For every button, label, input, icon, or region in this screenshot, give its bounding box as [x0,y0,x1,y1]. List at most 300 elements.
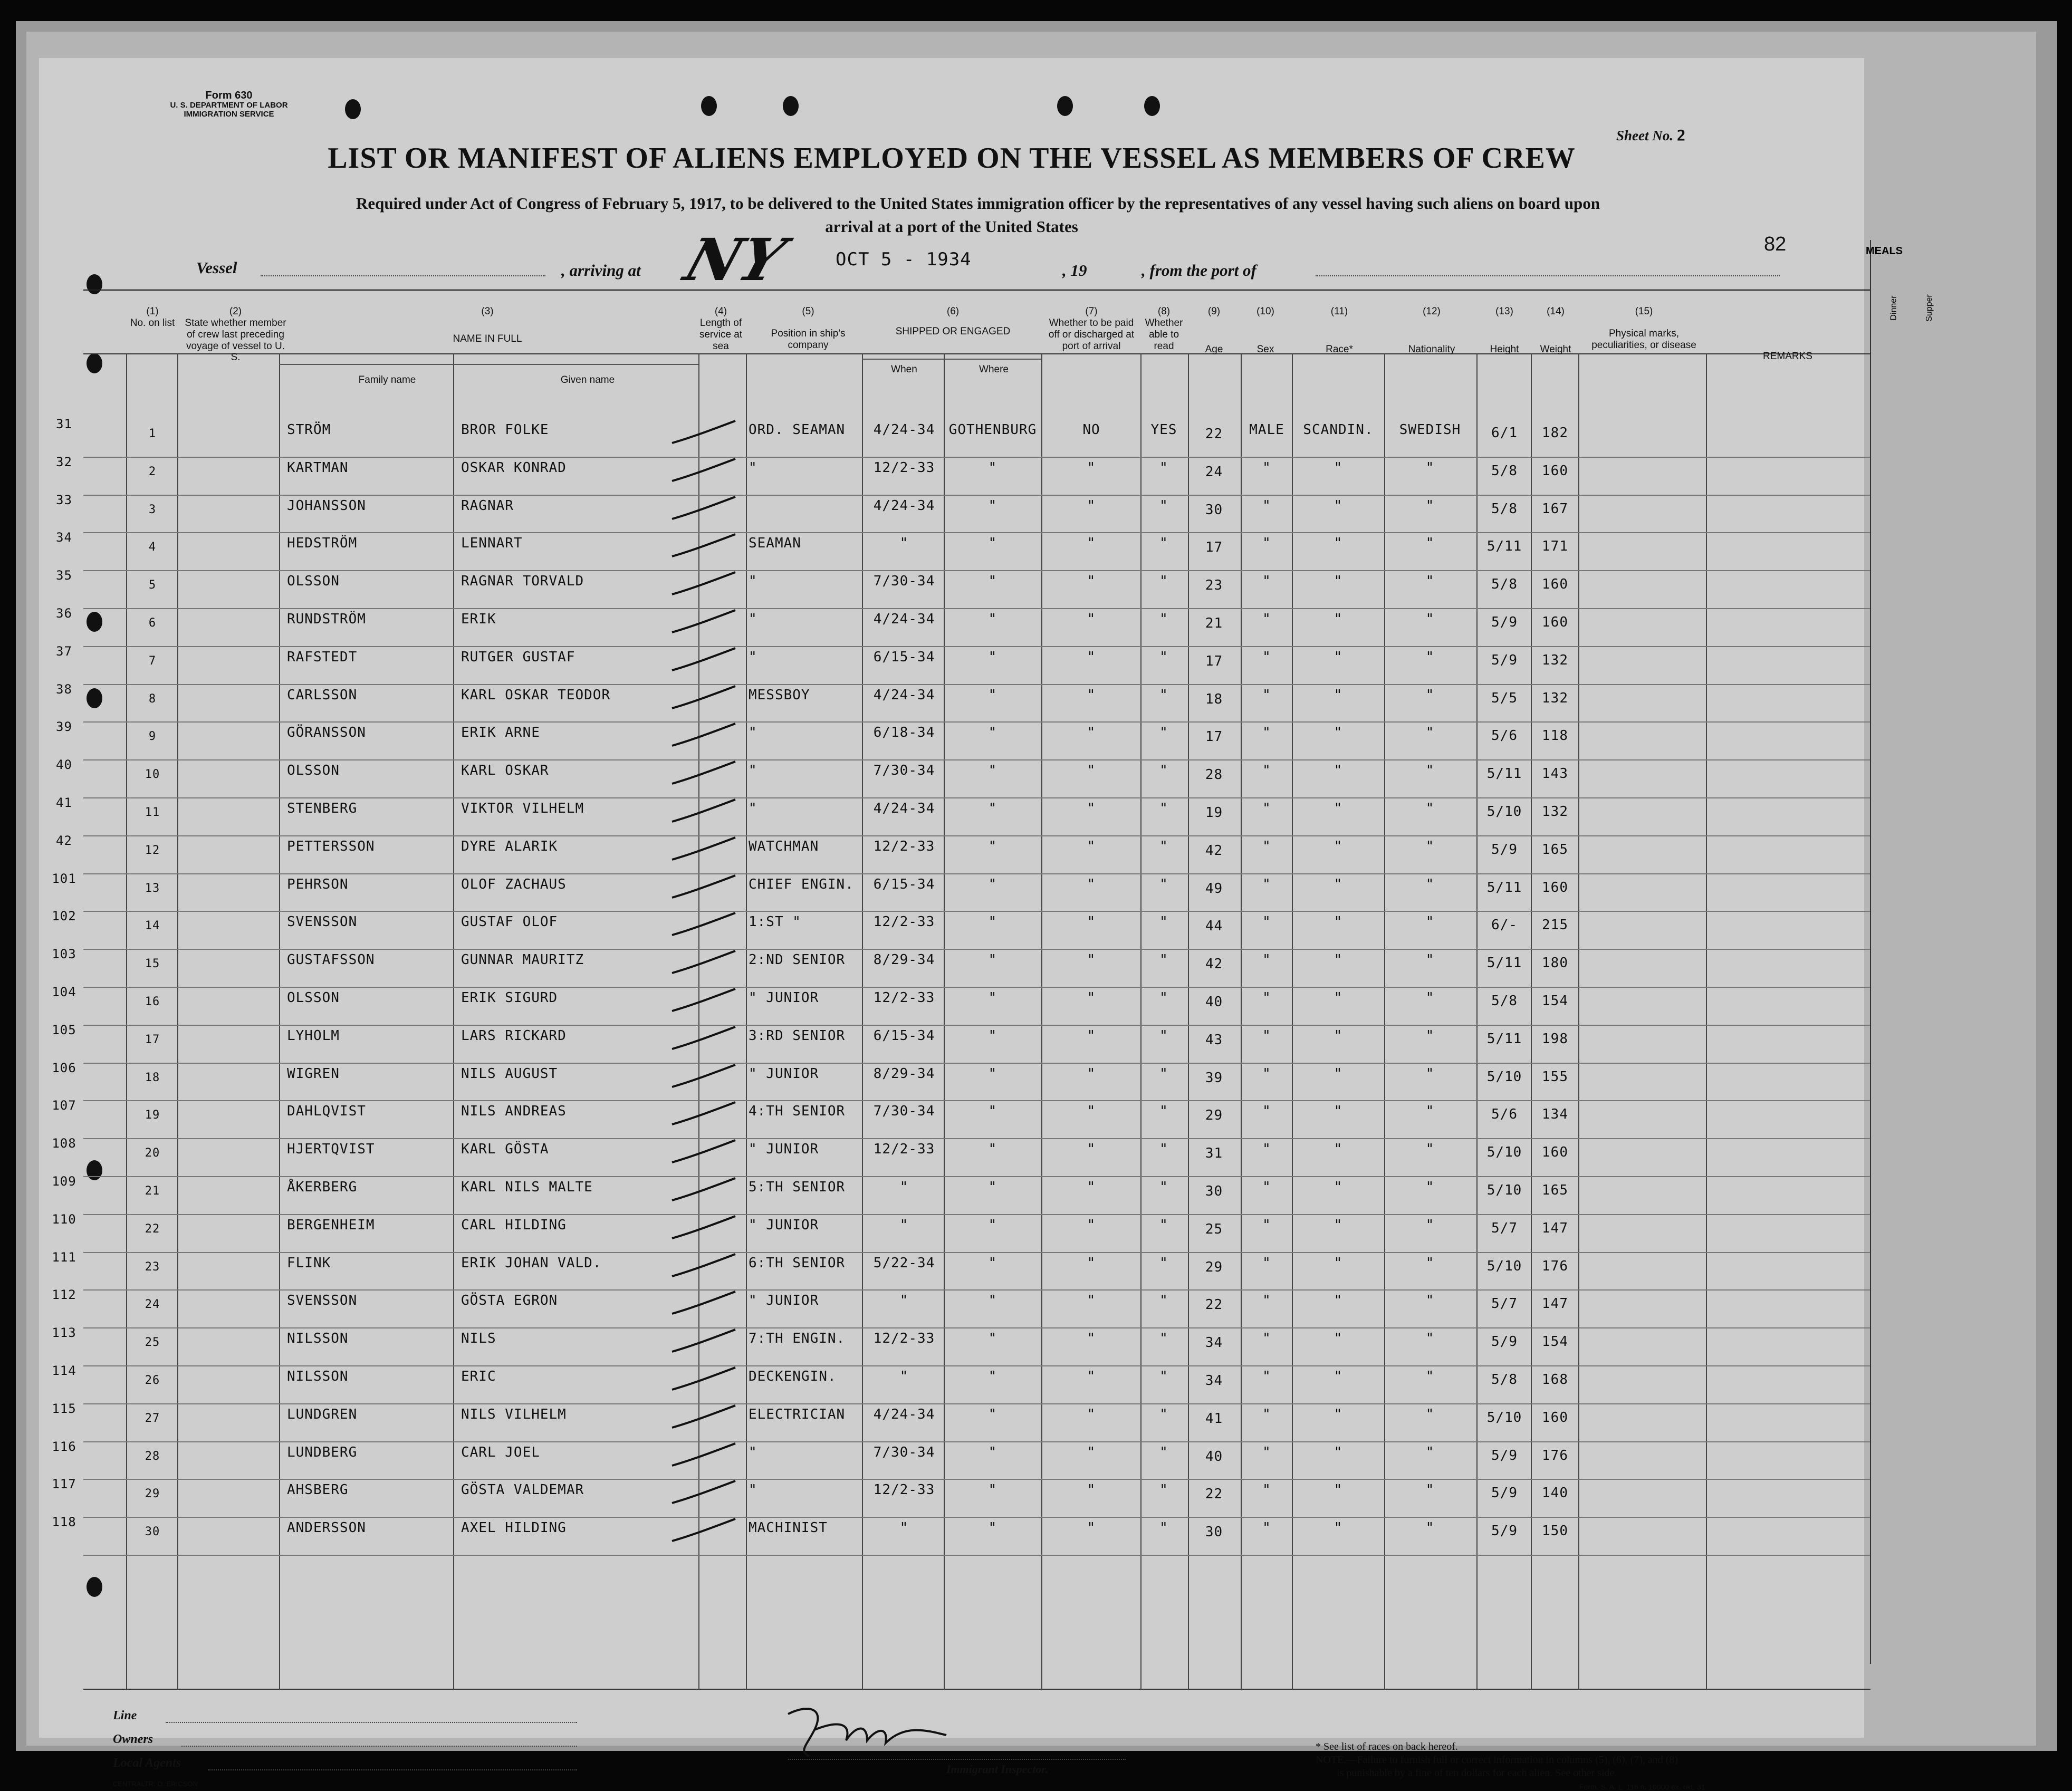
cell-weight: 160 [1542,1144,1568,1161]
service-length-stroke [669,1061,738,1092]
ditto-mark: " [1262,649,1271,665]
cell-height: 5/10 [1486,1409,1522,1426]
ditto-mark: " [1159,687,1168,703]
cell-family: WIGREN [287,1065,340,1082]
cell-position: " JUNIOR [749,990,819,1006]
cell-weight: 160 [1542,614,1568,630]
cell-family: ÅKERBERG [287,1179,358,1195]
service-length-stroke-path [672,1443,735,1466]
cell-position: " [749,1444,757,1460]
subtitle-line1: Required under Act of Congress of February 5, 1917, to be delivered to the United States immigration officer by the representatives of any vessel having such aliens on board upon [356,194,1600,213]
ditto-mark: " [1262,1065,1271,1082]
service-length-stroke [669,1136,738,1168]
ditto-mark: " [1159,1406,1168,1422]
punch-hole [1057,96,1073,116]
cell-family: CARLSSON [287,687,358,703]
cell-weight: 198 [1542,1031,1568,1047]
ditto-mark: " [1087,725,1096,741]
ditto-mark: " [1425,1179,1435,1195]
cell-family: RAFSTEDT [287,649,358,665]
cell-no: 9 [148,730,157,744]
service-length-stroke-path [672,1178,735,1200]
ditto-mark: " [1087,1141,1096,1158]
cell-given: GÖSTA VALDEMAR [461,1482,584,1498]
cell-given: ERIK JOHAN VALD. [461,1255,602,1271]
service-length-stroke [669,947,738,978]
cell-ref: 102 [52,909,76,924]
ditto-mark: " [1262,1369,1271,1384]
cell-height: 5/9 [1491,1334,1518,1350]
ditto-mark: " [1087,1293,1096,1309]
cell-when: 4/24-34 [873,687,935,703]
ditto-mark: " [1334,1293,1343,1309]
agents-field [208,1769,577,1770]
cell-given: OLOF ZACHAUS [461,876,567,892]
ditto-mark: " [988,1103,997,1120]
cell-position: " JUNIOR [749,1065,819,1082]
cell-weight: 176 [1542,1447,1568,1463]
from-port-label: , from the port of [1141,261,1256,280]
ditto-mark: " [1087,1179,1096,1195]
cell-position: DECKENGIN. [749,1369,837,1384]
ditto-mark: " [988,497,997,514]
cell-height: 5/8 [1491,576,1518,593]
name-subheader-rule [279,364,698,365]
row-rule [83,646,1870,647]
ditto-mark: " [1425,1444,1435,1460]
cell-age: 49 [1205,880,1223,897]
ditto-mark: " [988,763,997,779]
ditto-mark: " [1262,1444,1271,1460]
inspector-signature [778,1698,957,1761]
cell-age: 30 [1205,1183,1223,1199]
service-length-stroke [669,795,738,827]
cell-family: OLSSON [287,763,340,779]
cell-age: 39 [1205,1070,1223,1086]
cell-when: 4/24-34 [873,1406,935,1422]
cell-age: 40 [1205,994,1223,1010]
ditto-mark: " [1262,838,1271,854]
ditto-mark: " [1334,1444,1343,1460]
ditto-mark: " [1087,687,1096,703]
service-length-stroke-path [672,1519,735,1541]
row-rule [83,608,1870,609]
cell-position: " [749,649,757,665]
column-rule [126,353,127,1690]
cell-ref: 33 [56,492,72,507]
cell-height: 5/8 [1491,1372,1518,1388]
service-length-stroke-path [672,951,735,973]
cell-race: SCANDIN. [1303,422,1374,438]
cell-height: 5/10 [1486,804,1522,820]
cell-family: FLINK [287,1255,331,1271]
cell-when: 6/15-34 [873,1027,935,1044]
ditto-mark: " [1159,1255,1168,1271]
cell-age: 19 [1205,805,1223,821]
ditto-mark: " [1334,497,1343,514]
family-name-header: Family name [358,374,416,386]
punch-hole [87,1577,102,1597]
cell-when: 4/24-34 [873,497,935,514]
ditto-mark: " [988,801,997,816]
cell-ref: 104 [52,985,76,999]
ditto-mark: " [1159,535,1168,552]
cell-height: 5/7 [1491,1296,1518,1312]
cell-weight: 150 [1542,1523,1568,1539]
row-rule [83,721,1870,723]
punch-hole [87,274,102,294]
cell-age: 21 [1205,615,1223,631]
ditto-mark: " [1425,952,1435,968]
service-length-stroke-path [672,800,735,822]
cell-height: 5/9 [1491,652,1518,668]
ditto-mark: " [1334,1482,1343,1498]
ditto-mark: " [1425,914,1435,930]
ditto-mark: " [1159,1482,1168,1498]
cell-no: 4 [148,541,157,554]
cell-no: 16 [145,995,160,1008]
cell-no: 5 [148,579,157,592]
line-label: Line [113,1709,137,1722]
punch-hole [1144,96,1160,116]
cell-position: " [749,725,757,741]
cell-no: 15 [145,957,160,971]
ditto-mark: " [1425,459,1435,476]
col7-header: (7) Whether to be paid off or discharged at port of arrival [1048,306,1135,352]
col5-header: (5) Position in ship's company [771,306,846,351]
ditto-mark: " [1425,763,1435,779]
line-field [166,1722,577,1723]
cell-family: GUSTAFSSON [287,952,375,968]
cell-family: LYHOLM [287,1027,340,1044]
cell-when: 12/2-33 [873,1482,935,1498]
cell-family: STENBERG [287,801,358,816]
cell-position: 2:ND SENIOR [749,952,846,968]
service-length-stroke-path [672,762,735,784]
footer-notes [1316,1740,1678,1780]
meals-label: MEALS [1866,245,1903,257]
cell-no: 21 [145,1185,160,1198]
ditto-mark: " [1334,611,1343,627]
cell-nationality: SWEDISH [1399,422,1461,438]
cell-given: AXEL HILDING [461,1520,567,1536]
cell-height: 5/9 [1491,614,1518,630]
ditto-mark: " [1262,573,1271,590]
cell-no: 2 [148,465,157,478]
cell-age: 29 [1205,1108,1223,1124]
service-length-stroke-path [672,1368,735,1390]
ditto-mark: " [1334,1065,1343,1082]
punch-hole [87,353,102,373]
cell-no: 11 [145,806,160,819]
cell-given: BROR FOLKE [461,422,549,438]
cell-ref: 117 [52,1477,76,1492]
ditto-mark: " [1159,952,1168,968]
cell-age: 43 [1205,1032,1223,1048]
cell-age: 30 [1205,502,1223,518]
ditto-mark: " [1334,876,1343,892]
ditto-mark: " [1262,497,1271,514]
cell-given: RUTGER GUSTAF [461,649,575,665]
cell-weight: 134 [1542,1106,1568,1123]
cell-weight: 215 [1542,917,1568,933]
ditto-mark: " [1425,1217,1435,1233]
cell-position: " [749,573,757,590]
cell-weight: 160 [1542,1409,1568,1426]
ditto-mark: " [1262,990,1271,1006]
cell-age: 41 [1205,1410,1223,1427]
service-length-stroke-path [672,421,735,443]
row-rule [83,1138,1870,1139]
ditto-mark: " [1087,1331,1096,1347]
cell-weight: 140 [1542,1485,1568,1501]
service-length-stroke [669,1439,738,1471]
ditto-mark: " [1087,611,1096,627]
ditto-mark: " [1159,611,1168,627]
cell-when: 12/2-33 [873,1331,935,1347]
cell-age: 31 [1205,1145,1223,1162]
ditto-mark: " [1425,497,1435,514]
cell-position: " [749,611,757,627]
cell-position: CHIEF ENGIN. [749,876,854,892]
cell-position: MACHINIST [749,1520,828,1536]
cell-weight: 118 [1542,728,1568,744]
header-row-divider [83,353,1870,354]
cell-ref: 103 [52,947,76,962]
row-rule [83,1289,1870,1291]
cell-given: CARL JOEL [461,1444,540,1460]
cell-no: 20 [145,1147,160,1160]
ditto-mark: " [1159,914,1168,930]
ditto-mark: " [1425,1027,1435,1044]
ditto-mark: " [1159,763,1168,779]
ditto-mark: " [1334,459,1343,476]
row-rule [83,1176,1870,1177]
cell-given: LARS RICKARD [461,1027,567,1044]
ditto-mark: " [1425,801,1435,816]
service-length-stroke-path [672,1140,735,1162]
arriving-label: , arriving at [561,261,641,280]
ditto-mark: " [1262,1103,1271,1120]
cell-paid-off: NO [1082,422,1100,438]
cell-ref: 111 [52,1249,76,1265]
service-length-stroke [669,1250,738,1282]
row-rule [83,1555,1870,1556]
ditto-mark: " [1159,990,1168,1006]
row-rule [83,570,1870,571]
cell-when: 12/2-33 [873,838,935,854]
ditto-mark: " [988,990,997,1006]
cell-position: " JUNIOR [749,1141,819,1158]
cell-ref: 110 [52,1211,76,1227]
cell-position: " JUNIOR [749,1293,819,1309]
cell-no: 29 [145,1487,160,1501]
ditto-mark: " [1087,1027,1096,1044]
cell-height: 5/9 [1491,1485,1518,1501]
shipped-subheader-rule [862,359,1041,360]
ditto-mark: " [1262,1293,1271,1309]
cell-age: 18 [1205,691,1223,707]
cell-given: GUSTAF OLOF [461,914,558,930]
row-rule [83,1214,1870,1215]
row-rule [83,1441,1870,1442]
service-length-stroke-path [672,1027,735,1049]
service-length-stroke-path [672,572,735,594]
cell-weight: 160 [1542,463,1568,479]
service-length-stroke-path [672,1481,735,1503]
service-length-stroke [669,871,738,903]
cell-height: 5/8 [1491,463,1518,479]
cell-family: STRÖM [287,422,331,438]
table-bottom-border [83,1689,1870,1690]
ditto-mark: " [1425,1293,1435,1309]
cell-no: 14 [145,919,160,933]
cell-family: OLSSON [287,573,340,590]
from-port-field [1316,275,1780,276]
cell-family: ANDERSSON [287,1520,366,1536]
cell-no: 1 [148,427,157,440]
ditto-mark: " [1334,573,1343,590]
service-length-stroke [669,493,738,524]
service-length-stroke-path [672,686,735,708]
cell-when: 12/2-33 [873,990,935,1006]
cell-weight: 147 [1542,1220,1568,1236]
cell-ref: 114 [52,1363,76,1378]
service-length-stroke-path [672,913,735,935]
page-title: LIST OR MANIFEST OF ALIENS EMPLOYED ON THE VESSEL AS MEMBERS OF CREW [328,142,1576,175]
cell-family: SVENSSON [287,1293,358,1309]
ditto-mark: " [1159,1444,1168,1460]
ditto-mark: " [1159,649,1168,665]
cell-given: DYRE ALARIK [461,838,558,854]
service-length-stroke-path [672,1292,735,1314]
service-length-stroke [669,1363,738,1395]
arriving-port-handwriting: NY [677,226,794,294]
cell-family: DAHLQVIST [287,1103,366,1120]
cell-family: GÖRANSSON [287,725,366,741]
ditto-mark: " [1262,1179,1271,1195]
sheet-number-label: Sheet No. 2 [1616,127,1686,144]
cell-weight: 171 [1542,538,1568,555]
ditto-mark: " [988,1520,997,1536]
cell-sex: MALE [1249,422,1284,438]
service-length-stroke [669,985,738,1016]
ditto-mark: " [1425,1065,1435,1082]
cell-given: ERIK SIGURD [461,990,558,1006]
cell-age: 17 [1205,729,1223,745]
cell-weight: 155 [1542,1068,1568,1085]
page-count: 82 [1764,233,1787,255]
ditto-mark: " [988,1141,997,1158]
cell-given: NILS [461,1331,496,1347]
cell-position: ELECTRICIAN [749,1406,846,1422]
ditto-mark: " [988,876,997,892]
ditto-mark: " [1087,649,1096,665]
col6-header: (6) SHIPPED OR ENGAGED [895,306,1011,337]
cell-height: 5/11 [1486,1031,1522,1047]
ditto-mark: " [988,1406,997,1422]
service-length-stroke-path [672,1330,735,1352]
cell-age: 22 [1205,1486,1223,1503]
col15-header: (15) Physical marks, peculiarities, or disease [1591,306,1696,351]
service-length-stroke-path [672,1102,735,1124]
cell-no: 3 [148,503,157,516]
ditto-mark: " [1334,1217,1343,1233]
ditto-mark: " [988,1065,997,1082]
cell-age: 29 [1205,1259,1223,1275]
ditto-mark: " [988,1027,997,1044]
ditto-mark: " [1425,838,1435,854]
ditto-mark: " [1262,914,1271,930]
service-length-stroke-path [672,610,735,632]
cell-given: NILS AUGUST [461,1065,558,1082]
ditto-mark: " [988,1293,997,1309]
ditto-mark: " [1087,1406,1096,1422]
cell-given: VIKTOR VILHELM [461,801,584,816]
column-rule [1292,353,1293,1690]
ditto-mark: " [1334,649,1343,665]
ditto-mark: " [1425,990,1435,1006]
cell-when: " [899,1217,909,1233]
remarks-header: REMARKS [1763,351,1812,362]
cell-given: GUNNAR MAURITZ [461,952,584,968]
cell-no: 18 [145,1071,160,1084]
cell-age: 24 [1205,464,1223,480]
adjacent-page-meals-column [1866,240,1945,1664]
row-rule [83,1327,1870,1328]
punch-hole [87,612,102,632]
ditto-mark: " [1087,1444,1096,1460]
cell-given: ERIK [461,611,496,627]
ditto-mark: " [1334,1369,1343,1384]
supper-label: Supper [1924,294,1934,322]
cell-when: 12/2-33 [873,1141,935,1158]
col14-header: (14) Weight [1540,306,1571,355]
ditto-mark: " [1159,876,1168,892]
cell-given: RAGNAR [461,497,514,514]
cell-height: 5/8 [1491,500,1518,517]
service-length-stroke [669,1023,738,1054]
ditto-mark: " [1159,1293,1168,1309]
column-rule [1706,353,1707,1690]
punch-hole [701,96,717,116]
ditto-mark: " [1262,1482,1271,1498]
cell-ref: 37 [56,643,72,659]
local-agents-label: Local Agents [113,1756,181,1770]
cell-ref: 118 [52,1515,76,1530]
service-length-stroke [669,606,738,638]
cell-weight: 132 [1542,690,1568,706]
ditto-mark: " [1087,1255,1096,1271]
service-length-stroke [669,1098,738,1130]
col1-header: (1) No. on list [130,306,175,329]
cell-position: " [749,459,757,476]
cell-height: 5/5 [1491,690,1518,706]
ditto-mark: " [988,649,997,665]
cell-position: 7:TH ENGIN. [749,1331,846,1347]
ditto-mark: " [988,1255,997,1271]
cell-given: OSKAR KONRAD [461,459,567,476]
cell-height: 5/11 [1486,766,1522,782]
ditto-mark: " [1262,801,1271,816]
cell-weight: 167 [1542,500,1568,517]
ditto-mark: " [1425,1141,1435,1158]
cell-family: NILSSON [287,1331,349,1347]
cell-given: RAGNAR TORVALD [461,573,584,590]
cell-when: " [899,1293,909,1309]
cell-position: SEAMAN [749,535,801,552]
cell-family: LUNDBERG [287,1444,358,1460]
